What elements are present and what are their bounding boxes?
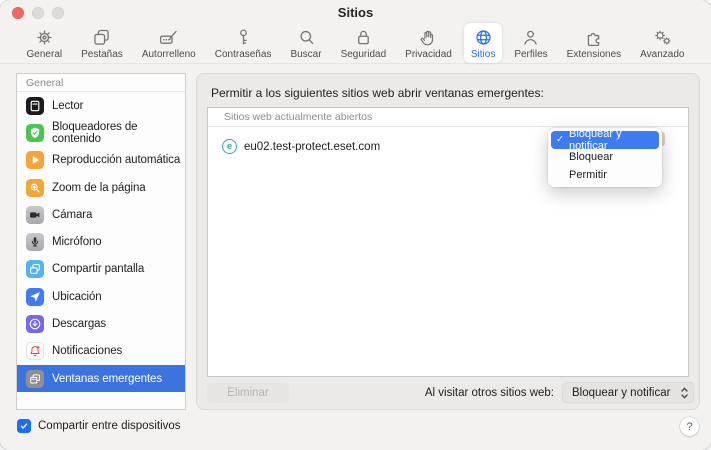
puzzle-icon (583, 27, 604, 48)
lock-icon (353, 27, 374, 48)
sidebar-section-header: General (17, 74, 185, 92)
key-icon (233, 27, 254, 48)
sidebar-item-lector[interactable]: Lector (17, 92, 185, 119)
sidebar-item-ventanas-emergentes[interactable]: Ventanas emergentes (17, 365, 185, 392)
eset-site-favicon: e (222, 139, 237, 154)
autoplay-play-icon (26, 151, 44, 169)
table-header: Sitios web actualmente abiertos (208, 108, 688, 127)
settings-toolbar (0, 23, 711, 63)
microphone-icon (26, 233, 44, 251)
tab-avanzado[interactable]: Avanzado (633, 23, 691, 63)
titlebar (0, 0, 711, 22)
tab-autorrelleno[interactable]: Autorrelleno (135, 23, 203, 63)
person-icon (520, 27, 541, 48)
sidebar-item-notificaciones[interactable]: Notificaciones (17, 338, 185, 365)
tab-pestanas[interactable]: Pestañas (74, 23, 130, 63)
tab-contrasenas[interactable]: Contraseñas (208, 23, 279, 63)
page-zoom-icon (26, 179, 44, 197)
gears-icon (652, 27, 673, 48)
menu-checkmark-icon: ✓ (556, 134, 564, 146)
panel-heading: Permitir a los siguientes sitios web abrir ventanas emergentes: (211, 86, 544, 100)
popup-behavior-menu (548, 128, 662, 187)
camera-icon (26, 206, 44, 224)
tab-privacidad[interactable]: Privacidad (398, 23, 459, 63)
notifications-bell-icon (26, 342, 44, 360)
delete-button[interactable]: Eliminar (207, 383, 289, 403)
other-sites-selected-value: Bloquear y notificar (572, 386, 671, 399)
search-icon (296, 27, 317, 48)
sidebar-item-bloqueadores[interactable]: Bloqueadores de contenido (17, 119, 185, 146)
screen-share-icon (26, 260, 44, 278)
other-sites-label: Al visitar otros sitios web: (424, 386, 554, 399)
tab-perfiles[interactable]: Perfiles (507, 23, 554, 63)
sidebar (16, 73, 186, 410)
tab-extensiones[interactable]: Extensiones (560, 23, 628, 63)
sidebar-item-zoom[interactable]: Zoom de la página (17, 174, 185, 201)
location-arrow-icon (26, 288, 44, 306)
toolbar-separator (0, 63, 711, 64)
window-title: Sitios (337, 5, 374, 20)
chevron-up-down-icon (680, 386, 689, 400)
popup-settings-panel (196, 73, 700, 410)
gear-icon (34, 27, 55, 48)
tabs-icon (91, 27, 112, 48)
menu-item-permitir[interactable]: Permitir (569, 168, 607, 181)
downloads-icon (26, 315, 44, 333)
menu-item-bloquear-y-notificar[interactable]: ✓ Bloquear y notificar (551, 131, 659, 149)
sidebar-item-descargas[interactable]: Descargas (17, 310, 185, 337)
sidebar-item-microfono[interactable]: Micrófono (17, 228, 185, 255)
help-button[interactable]: ? (680, 417, 699, 436)
reader-icon (26, 97, 44, 115)
menu-item-bloquear[interactable]: Bloquear (569, 151, 614, 164)
share-across-devices-label: Compartir entre dispositivos (38, 420, 181, 432)
sidebar-item-ubicacion[interactable]: Ubicación (17, 283, 185, 310)
tab-sitios[interactable]: Sitios (464, 23, 502, 63)
globe-icon (473, 27, 494, 48)
content-blocker-shield-icon (26, 124, 44, 142)
tab-general[interactable]: General (20, 23, 70, 63)
autofill-icon (158, 27, 179, 48)
sidebar-item-compartir-pantalla[interactable]: Compartir pantalla (17, 256, 185, 283)
sidebar-item-camara[interactable]: Cámara (17, 201, 185, 228)
tab-buscar[interactable]: Buscar (283, 23, 328, 63)
other-sites-setting (425, 382, 694, 403)
sidebar-item-reproduccion[interactable]: Reproducción automática (17, 147, 185, 174)
share-across-devices-row (17, 419, 181, 433)
other-sites-select[interactable] (562, 382, 694, 403)
popup-windows-icon (26, 370, 44, 388)
checkmark-icon (19, 421, 29, 431)
hand-icon (418, 27, 439, 48)
tab-seguridad[interactable]: Seguridad (334, 23, 394, 63)
site-url: eu02.test-protect.eset.com (244, 140, 381, 153)
share-across-devices-checkbox[interactable] (17, 419, 31, 433)
